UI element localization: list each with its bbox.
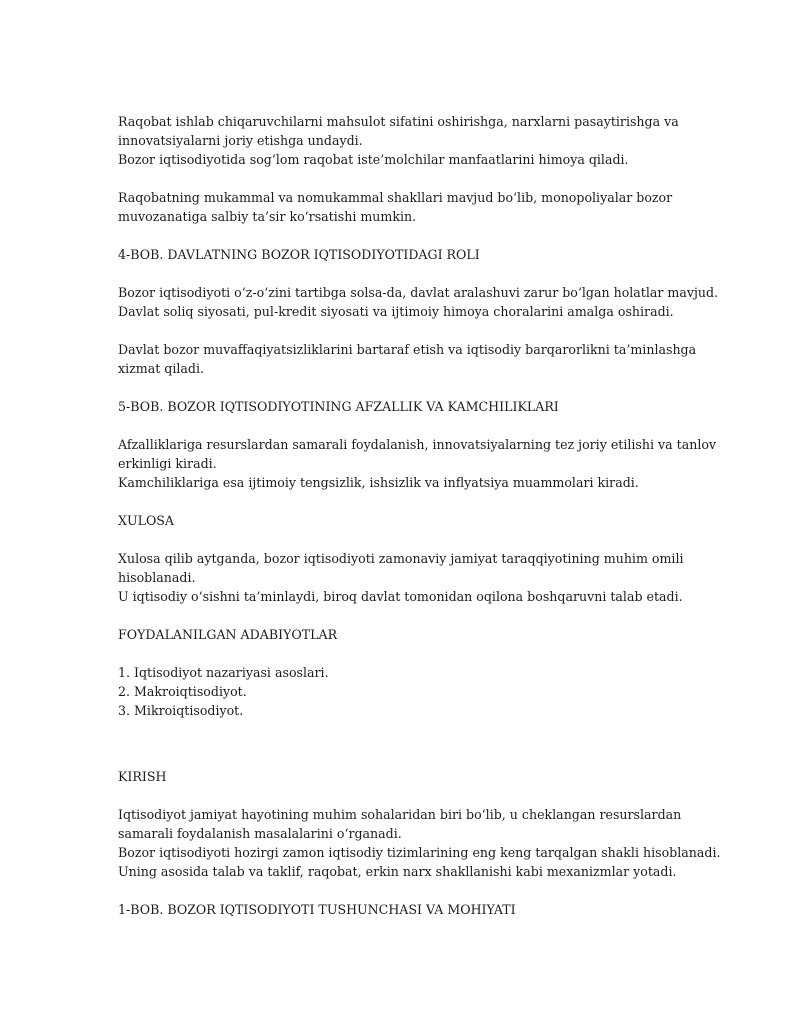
chapter-5-heading: 5-BOB. BOZOR IQTISODIYOTINING AFZALLIK VA KAMCHILIKLARI: [118, 399, 559, 414]
section-gap: [118, 720, 688, 767]
paragraph-davlat-2: [118, 340, 697, 378]
paragraph-gap: [118, 644, 688, 663]
text-line: Kamchiliklariga esa ijtimoiy tengsizlik, ishsizlik va inflyatsiya muammolari kiradi.: [118, 475, 639, 490]
paragraph-gap: [118, 416, 688, 435]
paragraph-davlat-1: [118, 283, 719, 321]
paragraph-gap: [118, 264, 688, 283]
reference-item: 3. Mikroiqtisodiyot.: [118, 703, 244, 718]
paragraph-gap: [118, 321, 688, 340]
text-line: muvozanatiga salbiy ta’sir ko‘rsatishi mumkin.: [118, 209, 417, 224]
text-line: Xulosa qilib aytganda, bozor iqtisodiyoti zamonaviy jamiyat taraqqiyotining muhim omili: [118, 551, 684, 566]
text-line: U iqtisodiy o‘sishni ta’minlaydi, biroq davlat tomonidan oqilona boshqaruvni talab etadi.: [118, 589, 683, 604]
text-line: hisoblanadi.: [118, 570, 196, 585]
text-line: samarali foydalanish masalalarini o‘rganadi.: [118, 826, 402, 841]
paragraph-afzallik: [118, 435, 717, 492]
text-line: Iqtisodiyot jamiyat hayotining muhim sohalaridan biri bo‘lib, u cheklangan resurslardan: [118, 807, 682, 822]
text-line: Bozor iqtisodiyoti hozirgi zamon iqtisodiy tizimlarining eng keng tarqalgan shakli hisoblanadi.: [118, 845, 721, 860]
paragraph-gap: [118, 786, 688, 805]
text-line: Afzalliklariga resurslardan samarali foydalanish, innovatsiyalarning tez joriy etilishi va tanlov: [118, 437, 717, 452]
text-line: Davlat bozor muvaffaqiyatsizliklarini bartaraf etish va iqtisodiy barqarorlikni ta’minlashga: [118, 342, 697, 357]
document-body: [118, 112, 721, 919]
paragraph-raqobat-2: [118, 188, 688, 226]
paragraph-gap: [118, 226, 688, 245]
text-line: Raqobat ishlab chiqaruvchilarni mahsulot sifatini oshirishga, narxlarni pasaytirishga va: [118, 114, 679, 129]
text-line: Davlat soliq siyosati, pul-kredit siyosati va ijtimoiy himoya choralarini amalga oshiradi.: [118, 304, 674, 319]
paragraph-raqobat-1: [118, 112, 688, 169]
text-line: Uning asosida talab va taklif, raqobat, erkin narx shakllanishi kabi mexanizmlar yotadi.: [118, 864, 677, 879]
conclusion-heading: XULOSA: [118, 513, 174, 528]
text-line: erkinligi kiradi.: [118, 456, 217, 471]
text-line: Raqobatning mukammal va nomukammal shakllari mavjud bo‘lib, monopoliyalar bozor: [118, 190, 673, 205]
paragraph-gap: [118, 881, 688, 900]
paragraph-gap: [118, 492, 688, 511]
paragraph-gap: [118, 169, 688, 188]
paragraph-gap: [118, 606, 688, 625]
paragraph-gap: [118, 530, 688, 549]
text-line: Bozor iqtisodiyotida sog‘lom raqobat iste’molchilar manfaatlarini himoya qiladi.: [118, 152, 629, 167]
reference-item: 1. Iqtisodiyot nazariyasi asoslari.: [118, 665, 329, 680]
references-heading: FOYDALANILGAN ADABIYOTLAR: [118, 627, 338, 642]
text-line: xizmat qiladi.: [118, 361, 204, 376]
chapter-4-heading: 4-BOB. DAVLATNING BOZOR IQTISODIYOTIDAGI ROLI: [118, 247, 480, 262]
paragraph-kirish: [118, 805, 721, 881]
text-line: innovatsiyalarni joriy etishga undaydi.: [118, 133, 363, 148]
chapter-1-heading: 1-BOB. BOZOR IQTISODIYOTI TUSHUNCHASI VA MOHIYATI: [118, 902, 516, 917]
paragraph-gap: [118, 378, 688, 397]
reference-item: 2. Makroiqtisodiyot.: [118, 684, 247, 699]
introduction-heading: KIRISH: [118, 769, 167, 784]
paragraph-xulosa: [118, 549, 688, 606]
references-list: [118, 663, 688, 720]
text-line: Bozor iqtisodiyoti o‘z-o‘zini tartibga solsa-da, davlat aralashuvi zarur bo‘lgan holatlar mavjud.: [118, 285, 719, 300]
